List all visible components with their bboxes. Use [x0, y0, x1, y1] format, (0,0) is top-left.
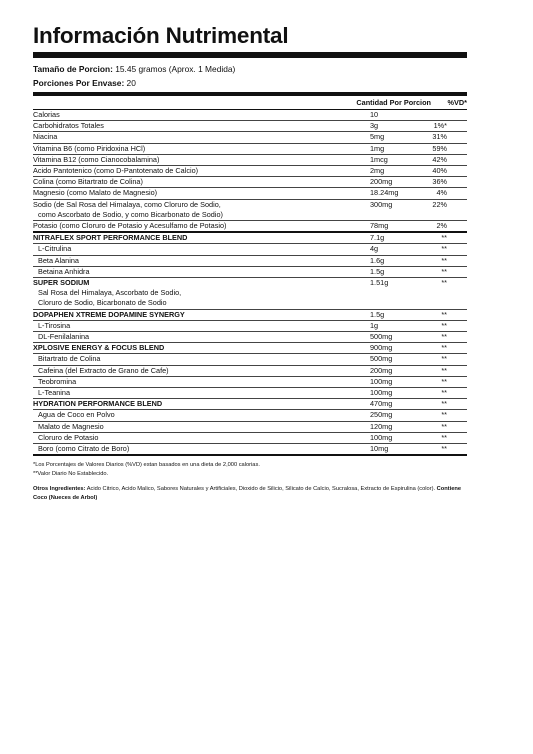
table-row: [33, 110, 467, 121]
ingredient-dv: **: [431, 255, 467, 266]
table-row: [33, 298, 467, 309]
other-ingredients-label: Otros Ingredientes:: [33, 486, 86, 493]
nutrition-table: [33, 96, 467, 456]
title-divider: [33, 52, 467, 58]
nutrient-name: Carbohidratos Totales: [33, 121, 351, 132]
blend-name: XPLOSIVE ENERGY & FOCUS BLEND: [33, 343, 351, 354]
ingredient-name: DL-Fenilalanina: [33, 332, 351, 343]
blend-description: Cloruro de Sodio, Bicarbonato de Sodio: [33, 298, 351, 309]
ingredient-amount: 500mg: [351, 332, 431, 343]
table-row: [33, 354, 467, 365]
nutrient-amount: 10: [351, 110, 431, 121]
ingredient-dv: **: [431, 320, 467, 331]
ingredient-amount: 4g: [351, 244, 431, 255]
table-row: [33, 210, 467, 221]
nutrient-name: Calorias: [33, 110, 351, 121]
blend-amount: 7.1g: [351, 232, 431, 244]
nutrient-name: Vitamina B6 (como Piridoxina HCl): [33, 143, 351, 154]
table-row: [33, 444, 467, 456]
ingredient-amount: 100mg: [351, 388, 431, 399]
nutrition-facts-panel: [33, 22, 467, 503]
table-row: [33, 121, 467, 132]
nutrient-name: Acido Pantotenico (como D-Pantotenato de Calcio): [33, 166, 351, 177]
table-row: [33, 177, 467, 188]
blend-description: Sal Rosa del Himalaya, Ascorbato de Sodio,: [38, 288, 182, 298]
blend-row-nitraflex: [33, 232, 467, 244]
ingredient-name: Bitartrato de Colina: [33, 354, 351, 365]
nutrient-name: Sodio (de Sal Rosa del Himalaya, como Cloruro de Sodio,: [33, 199, 221, 209]
table-row: [33, 244, 467, 255]
blend-dv: **: [431, 309, 467, 320]
serving-size: [33, 63, 467, 75]
table-row: [33, 432, 467, 443]
nutrient-dv: [431, 210, 467, 221]
nutrient-amount: 78mg: [351, 221, 431, 233]
ingredient-amount: 1.5g: [351, 266, 431, 277]
ingredient-name: Cloruro de Potasio: [33, 432, 351, 443]
nutrient-name-continued: como Ascorbato de Sodio, y como Bicarbonato de Sodio): [33, 210, 351, 221]
table-row: [33, 255, 467, 266]
nutrient-dv: 1%*: [431, 121, 467, 132]
ingredient-name: Malato de Magnesio: [33, 421, 351, 432]
ingredient-amount: 200mg: [351, 365, 431, 376]
nutrient-amount: 1mg: [351, 143, 431, 154]
ingredient-dv: **: [431, 244, 467, 255]
ingredient-amount: 1g: [351, 320, 431, 331]
ingredient-dv: **: [431, 376, 467, 387]
header-nutrient: [33, 96, 351, 110]
serving-size-label: Tamaño de Porcion:: [33, 64, 113, 74]
ingredient-name: L-Tirosina: [33, 320, 351, 331]
ingredient-amount: 100mg: [351, 432, 431, 443]
footnotes: [33, 461, 467, 479]
ingredient-amount: 120mg: [351, 421, 431, 432]
nutrient-dv: 36%: [431, 177, 467, 188]
ingredient-name: L-Citrulina: [33, 244, 351, 255]
blend-dv: **: [441, 278, 447, 288]
nutrient-name: Vitamina B12 (como Cianocobalamina): [33, 154, 351, 165]
nutrient-dv: 31%: [431, 132, 467, 143]
blend-amount: 1.51g: [370, 278, 389, 288]
ingredient-dv: **: [431, 354, 467, 365]
blend-name: SUPER SODIUM: [33, 278, 90, 288]
nutrient-dv: 59%: [431, 143, 467, 154]
table-row: [33, 365, 467, 376]
nutrient-amount: 18.24mg: [351, 188, 431, 199]
nutrient-amount: 3g: [351, 121, 431, 132]
ingredient-amount: 1.6g: [351, 255, 431, 266]
nutrient-dv: [431, 110, 467, 121]
ingredient-name: Beta Alanina: [33, 255, 351, 266]
table-row: [33, 221, 467, 233]
header-dv: %VD*: [431, 96, 467, 110]
nutrient-amount: 1mcg: [351, 154, 431, 165]
other-ingredients: [33, 485, 467, 503]
table-row: [33, 143, 467, 154]
table-row: [33, 266, 467, 277]
other-ingredients-text: Acido Citrico, Acido Malico, Sabores Naturales y Artificiales, Dioxido de Silicio, Silicato de Calcio, Sucralosa, Extracto de Espirulina (color).: [85, 486, 437, 493]
table-row: [33, 376, 467, 387]
ingredient-name: Teobromina: [33, 376, 351, 387]
ingredient-name: L-Teanina: [33, 388, 351, 399]
table-row: [33, 199, 467, 210]
table-row: [33, 332, 467, 343]
table-row: [33, 166, 467, 177]
nutrient-dv: 4%: [431, 188, 467, 199]
ingredient-amount: 250mg: [351, 410, 431, 421]
blend-amount: 1.5g: [351, 309, 431, 320]
ingredient-dv: **: [431, 421, 467, 432]
ingredient-amount: 100mg: [351, 376, 431, 387]
blend-name: HYDRATION PERFORMANCE BLEND: [33, 399, 351, 410]
nutrient-dv: 42%: [431, 154, 467, 165]
ingredient-dv: **: [431, 410, 467, 421]
ingredient-dv: **: [431, 388, 467, 399]
ingredient-amount: 10mg: [351, 444, 431, 456]
nutrient-amount: 200mg: [351, 177, 431, 188]
servings-per-container: [33, 77, 467, 89]
allergen-statement: Contiene Coco (Nueces de Arbol): [33, 486, 462, 502]
nutrient-dv: 2%: [431, 221, 467, 233]
servings-per-container-value: 20: [124, 78, 136, 88]
nutrient-amount: [351, 210, 431, 221]
blend-dv: **: [431, 343, 467, 354]
ingredient-name: Boro (como Citrato de Boro): [33, 444, 351, 456]
ingredient-dv: **: [431, 444, 467, 456]
nutrient-amount: 5mg: [351, 132, 431, 143]
blend-amount: 470mg: [351, 399, 431, 410]
servings-per-container-label: Porciones Por Envase:: [33, 78, 125, 88]
nutrient-dv: 40%: [431, 166, 467, 177]
nutrient-name: Magnesio (como Malato de Magnesio): [33, 188, 351, 199]
blend-dv: **: [431, 232, 467, 244]
table-row: [33, 320, 467, 331]
footnote-dv: *Los Porcentajes de Valores Diarios (%VD) estan basados en una dieta de 2,000 calorias.: [33, 462, 260, 469]
blend-row-hydration: [33, 399, 467, 410]
table-row: [33, 132, 467, 143]
blend-name: DOPAPHEN XTREME DOPAMINE SYNERGY: [33, 309, 351, 320]
blend-name: NITRAFLEX SPORT PERFORMANCE BLEND: [33, 232, 351, 244]
blend-row-xplosive: [33, 343, 467, 354]
ingredient-dv: **: [431, 365, 467, 376]
ingredient-name: Cafeina (del Extracto de Grano de Cafe): [33, 365, 351, 376]
nutrient-amount: 2mg: [351, 166, 431, 177]
table-row: [33, 288, 467, 298]
header-amount: Cantidad Por Porcion: [351, 96, 431, 110]
footnote-not-established: **Valor Diario No Establecido.: [33, 471, 109, 478]
ingredient-amount: 500mg: [351, 354, 431, 365]
blend-amount: 900mg: [351, 343, 431, 354]
blend-dv: **: [431, 399, 467, 410]
table-header: [33, 96, 467, 110]
table-row: [33, 410, 467, 421]
table-row: [33, 188, 467, 199]
serving-size-value: 15.45 gramos (Aprox. 1 Medida): [112, 64, 236, 74]
table-row: [33, 154, 467, 165]
ingredient-name: Agua de Coco en Polvo: [33, 410, 351, 421]
table-row: [33, 421, 467, 432]
blend-row-dopaphen: [33, 309, 467, 320]
nutrient-name: Colina (como Bitartrato de Colina): [33, 177, 351, 188]
ingredient-dv: **: [431, 266, 467, 277]
ingredient-name: Betaina Anhidra: [33, 266, 351, 277]
page-title: Información Nutrimental: [33, 23, 289, 48]
ingredient-dv: **: [431, 432, 467, 443]
nutrient-name: Potasio (como Cloruro de Potasio y Acesulfamo de Potasio): [33, 221, 351, 233]
nutrient-amount: 300mg: [370, 199, 393, 209]
ingredient-dv: **: [431, 332, 467, 343]
nutrient-dv: 22%: [432, 199, 447, 209]
table-row: [33, 388, 467, 399]
blend-row-super-sodium: [33, 278, 467, 289]
nutrient-name: Niacina: [33, 132, 351, 143]
